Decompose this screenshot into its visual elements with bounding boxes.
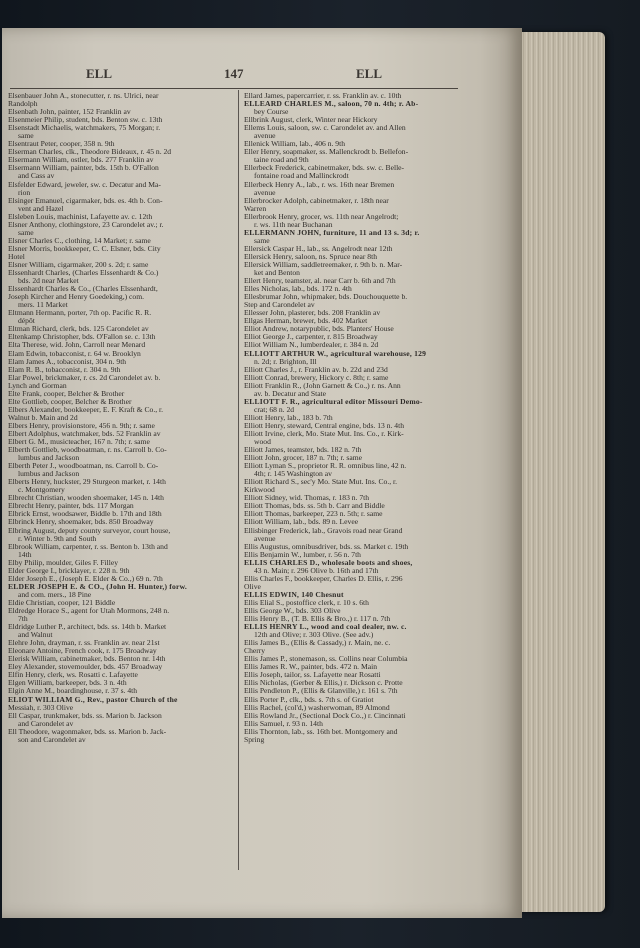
right-column-entry: Ellerbeck Henry A., lab., r. ws. 16th near Bremen [244, 180, 395, 189]
left-column-entry: 14th [18, 550, 32, 559]
right-column-entry: 12th and Olive; r. 303 Olive. (See adv.) [254, 631, 374, 640]
right-column-entry: Ellesser John, plasterer, bds. 208 Franklin av [244, 309, 381, 318]
right-column-entry: Elliott John, grocer, 187 n. 7th; r. same [244, 454, 363, 463]
left-column-entry: Elsermann William, painter, bds. 15th b. O'Fallon [8, 164, 159, 173]
left-column-entry: Elam R. B., tobacconist, r. 304 n. 9th [8, 365, 121, 374]
right-column-entry: Warren [244, 204, 267, 213]
right-column-entry: Elliott Irvine, clerk, Mo. State Mut. Ins. Co., r. Kirk- [244, 429, 404, 438]
right-column-entry: Ellis Joseph, tailor, ss. Lafayette near Rosatti [244, 671, 381, 680]
left-column-entry: Elte Frank, cooper, Belcher & Brother [8, 389, 125, 398]
left-column-entry: Elfin Henry, clerk, ws. Rosatti c. Lafayette [8, 671, 138, 680]
right-column-entry: Ellis Thornton, lab., ss. 16th bet. Montgomery and [244, 727, 398, 736]
right-column-entry: Elliott Richard S., sec'y Mo. State Mut. Ins. Co., r. [244, 478, 398, 487]
right-column-entry: crat; 68 n. 2d [254, 405, 295, 414]
left-column-entry: Elsner Morris, bookkeeper, C. C. Elsner, bds. City [8, 244, 161, 253]
right-column-entry: Elliott Franklin R., (John Garnett & Co.,) r. ns. Ann [244, 381, 401, 390]
right-column-entry: Ellerbrocker Adolph, cabinetmaker, r. 18th near [244, 196, 389, 205]
left-column-entry: son and Carondelet av [18, 735, 86, 744]
right-column-entry: Ellis Rowland Jr., (Sectional Dock Co.,) r. Cincinnati [244, 711, 406, 720]
right-column-entry: bey Course [254, 108, 289, 117]
left-column-entry: Eldredge Horace S., agent for Utah Mormons, 248 n. [8, 607, 170, 615]
right-column-entry: Elliott Thomas, bds. ss. 5th b. Carr and Biddle [244, 502, 385, 511]
left-column-entry: Elberth Peter J., woodboatman, ns. Carroll b. Co- [8, 462, 159, 471]
right-column-entry: wood [254, 438, 271, 447]
right-column-entry: Ellenick William, lab., 406 n. 9th [244, 140, 345, 149]
right-column-entry: ELLIS HENRY L., wood and coal dealer, nw. c. [244, 623, 407, 632]
left-column-entry: c. Montgomery [18, 486, 65, 495]
left-column-entry: Elbers Henry, provisionstore, 456 n. 9th; r. same [8, 421, 155, 430]
right-column-entry: Elliott William, lab., bds. 89 n. Levee [244, 518, 359, 527]
left-column-entry: Elsfelder Edward, jeweler, sw. c. Decatur and Ma- [8, 180, 161, 189]
left-column-entry: 7th [18, 615, 28, 624]
left-column-entry: Elsner William, cigarmaker, 200 s. 2d; r. same [8, 260, 149, 269]
right-column-entry: Elliot William N., lumberdealer, r. 384 n. 2d [244, 341, 379, 350]
right-column-entry: Ellesbrumar John, whipmaker, bds. Douchouquette b. [244, 293, 408, 302]
left-column-entry: rion [18, 188, 31, 197]
right-column-entry: Ellis Samuel, r. 93 n. 14th [244, 719, 323, 728]
left-column-entry: Eltenkamp Christopher, bds. O'Fallon se. c. 13th [8, 333, 156, 342]
right-column-entry: Elliott Sidney, wid. Thomas, r. 183 n. 7th [244, 494, 370, 503]
right-column-entry: Elliott Henry, steward, Central engine, bds. 13 n. 4th [244, 421, 404, 430]
left-column-entry: same [18, 132, 34, 141]
left-column-entry: and Cass av [18, 172, 55, 181]
left-column-entry: bds. 2d near Market [18, 277, 79, 286]
left-column-entry: Elssenhardt Charles & Co., (Charles Elssenhardt, [8, 285, 158, 294]
right-column-entry: Ellis Rachel, (col'd,) washerwoman, 89 Almond [244, 703, 390, 712]
left-column-entry: Elby Philip, moulder, Giles F. Filley [8, 558, 119, 567]
right-column-entry: avenue [254, 132, 276, 141]
left-column-entry: Elgen William, barkeeper, bds. 3 n. 4th [8, 679, 127, 688]
left-column-entry: Eltman Richard, clerk, bds. 125 Carondelet av [8, 325, 149, 334]
left-column-entry: Eldie Christian, cooper, 121 Biddle [8, 598, 116, 607]
right-column-entry: ELLIOTT F. R., agricultural editor Missouri Demo- [244, 397, 423, 406]
left-column-entry: and Walnut [18, 631, 53, 640]
right-column-entry: Ellis James B., (Ellis & Cassady,) r. Main, ne. c. [244, 639, 391, 648]
left-column-entry: Elbrecht Christian, wooden shoemaker, 145 n. 14th [8, 494, 164, 503]
right-column-entry: 43 n. Main; r. 296 Olive b. 16th and 17th [254, 566, 379, 575]
right-column-entry: Ellis Benjamin W., lumber, r. 56 n. 7th [244, 550, 361, 559]
left-column-entry: Elbrinck Henry, shoemaker, bds. 850 Broadway [8, 518, 154, 527]
right-column-entry: Ellis Augustus, omnibusdriver, bds. ss. Market c. 19th [244, 542, 409, 551]
right-column-entry: Ellerbrook Henry, grocer, ws. 11th near Angelrodt; [244, 212, 399, 221]
left-column-entry: Eltmann Hermann, porter, 7th op. Pacific R. R. [8, 309, 152, 318]
right-column-entry: Ellersick Caspar H., lab., ss. Angelrodt near 12th [244, 244, 393, 253]
page-header [2, 66, 522, 86]
left-column-entry: Elehre John, drayman, r. ss. Franklin av. near 21st [8, 639, 160, 648]
left-column-entry: same [18, 228, 34, 237]
header-left-word: ELL [86, 66, 113, 81]
left-column-entry: Elder George I., bricklayer, r. 228 n. 9th [8, 566, 130, 575]
left-column-entry: Elsenstadt Michaelis, watchmakers, 75 Morgan; r. [8, 124, 161, 133]
right-column-entry: Elliott Charles J., r. Franklin av. b. 22d and 23d [244, 365, 388, 374]
column-divider [238, 90, 239, 870]
right-column-entry: Elliott Thomas, barkeeper, 223 n. 5th; r. same [244, 510, 383, 519]
left-column-entry: Elbert Adolphus, watchmaker, bds. 52 Franklin av [8, 429, 161, 438]
left-column-entry: Elbring August, deputy county surveyor, court house, [8, 526, 171, 535]
left-column-entry: Ell Caspar, trunkmaker, bds. ss. Marion b. Jackson [8, 711, 162, 720]
right-column-entry: ELLIS CHARLES D., wholesale boots and shoes, [244, 558, 413, 567]
left-column-entry: Elsenmeier Philip, student, bds. Benton sw. c. 13th [8, 116, 163, 125]
left-column-entry: ELDER JOSEPH E. & CO., (John H. Hunter,) forw. [8, 582, 187, 591]
left-column-entry: Walnut b. Main and 2d [8, 413, 78, 422]
right-column [244, 92, 472, 744]
right-column-entry: 4th; r. 145 Washington av [254, 470, 332, 479]
header-right-word: ELL [356, 66, 383, 81]
left-column-entry: Elberts Henry, huckster, 29 Sturgeon market, r. 14th [8, 478, 166, 487]
right-column-entry: Eller Henry, soapmaker, ss. Mallenckrodt b. Bellefon- [244, 148, 409, 157]
right-column-entry: Cherry [244, 647, 266, 656]
right-column-entry: Ellis Henry B., (T. B. Ellis & Bro.,) r. 117 n. 7th [244, 615, 391, 624]
left-column-entry: Elerisk William, cabinetmaker, bds. Benton nr. 14th [8, 655, 166, 664]
right-column-entry: Ellis Pendleton P., (Ellis & Glanville,) r. 161 s. 7th [244, 687, 398, 696]
right-column-entry: Elliot George J., carpenter, r. 815 Broadway [244, 333, 378, 342]
left-column-entry: Eleonare Antoine, French cook, r. 175 Broadway [8, 647, 157, 656]
left-column-entry: Elder Joseph E., (Joseph E. Elder & Co.,) 69 n. 7th [8, 574, 163, 583]
left-column-entry: Elserman Charles, clk., Theodore Bideaux, r. 45 n. 2d [8, 148, 172, 157]
right-column-entry: Ellersick William, saddletreemaker, r. 9th b. n. Mar- [244, 260, 403, 269]
left-column-entry: Ell Theodore, wagonmaker, bds. ss. Marion b. Jack- [8, 727, 167, 736]
left-column-entry: Elbers Alexander, bookkeeper, E. F. Kraft & Co., r. [8, 405, 164, 414]
right-column-entry: Ellis James P., stonemason, ss. Collins near Columbia [244, 655, 408, 664]
left-column-entry: Lynch and Gorman [8, 381, 67, 390]
left-column-entry: Elam James A., tobacconist, 304 n. 9th [8, 357, 127, 366]
left-column-entry: dépôt [18, 317, 35, 326]
left-column-entry: Elta Therese, wid. John, Carroll near Menard [8, 341, 146, 350]
left-column-entry: Elar Powel, brickmaker, r. cs. 2d Carondelet av. b. [8, 373, 161, 382]
left-column-entry: lumbus and Jackson [18, 470, 80, 479]
right-column-entry: Olive [244, 582, 261, 591]
left-column-entry: Elbrick Ernst, woodsawer, Biddle b. 17th and 18th [8, 510, 162, 519]
right-column-entry: Ellbrink August, clerk, Winter near Hickory [244, 116, 378, 125]
right-column-entry: Ellis Porter P., clk., bds. s. 7th s. of Gratiot [244, 695, 374, 704]
left-column-entry: Messiah, r. 303 Olive [8, 703, 74, 712]
right-column-entry: Elliott James, teamster, bds. 182 n. 7th [244, 446, 362, 455]
right-column-entry: Ellis Elial S., postoffice clerk, r. 10 s. 6th [244, 598, 369, 607]
left-column-entry: Eley Alexander, stovemoulder, bds. 457 Broadway [8, 663, 163, 672]
right-column-entry: Ellgas Herman, brewer, bds. 402 Market [244, 317, 368, 326]
right-column-entry: Ellis Charles F., bookkeeper, Charles D. Ellis, r. 296 [244, 574, 403, 583]
left-column-entry: ELIOT WILLIAM G., Rev., pastor Church of the [8, 695, 178, 704]
right-column-entry: Elliott Henry, lab., 183 b. 7th [244, 413, 333, 422]
right-column-entry: avenue [254, 188, 276, 197]
right-column-entry: Ellems Louis, saloon, sw. c. Carondelet av. and Allen [244, 124, 406, 133]
right-column-entry: ELLIOTT ARTHUR W., agricultural warehouse, 129 [244, 349, 427, 358]
left-column-entry: Elsermann William, ostler, bds. 277 Franklin av [8, 156, 154, 165]
right-column-entry: av. b. Decatur and State [254, 389, 327, 398]
right-column-entry: Ellis James R. W., painter, bds. 472 n. Main [244, 663, 378, 672]
right-column-entry: Step and Carondelet av [244, 301, 315, 310]
right-column-entry: same [254, 236, 270, 245]
right-column-entry: Elliott Conrad, brewery, Hickory c. 8th; r. same [244, 373, 389, 382]
left-column [8, 92, 236, 744]
right-column-entry: r. ws. 11th near Buchanan [254, 220, 333, 229]
right-column-entry: Elles Nicholas, lab., bds. 172 n. 4th [244, 285, 352, 294]
right-column-entry: avenue [254, 534, 276, 543]
left-column-entry: Elssenhardt Charles, (Charles Elssenhardt & Co.) [8, 269, 159, 278]
right-column-entry: Ellersick Henry, saloon, ns. Spruce near 8th [244, 252, 377, 261]
left-column-entry: vent and Hazel [18, 204, 64, 213]
left-column-entry: and com. mers., 18 Pine [18, 590, 92, 599]
left-column-entry: Elsner Charles C., clothing, 14 Market; r. same [8, 236, 151, 245]
right-column-entry: taine road and 9th [254, 156, 309, 165]
right-column-entry: Elliott Lyman S., proprietor R. R. omnibus line, 42 n. [244, 462, 407, 471]
left-column-entry: Elbrook William, carpenter, r. ss. Benton b. 13th and [8, 542, 168, 551]
left-column-entry: r. Winter b. 9th and South [18, 534, 97, 543]
left-column-entry: Elberth Gottlieb, woodboatman, r. ns. Carroll b. Co- [8, 446, 167, 455]
left-column-entry: Elsleben Louis, machinist, Lafayette av. c. 12th [8, 212, 153, 221]
left-column-entry: Elsentraut Peter, cooper, 358 n. 9th [8, 140, 115, 149]
directory-page [2, 28, 522, 918]
right-column-entry: ELLEARD CHARLES M., saloon, 70 n. 4th; r. Ab- [244, 100, 419, 109]
left-column-entry: and Carondelet av [18, 719, 74, 728]
header-rule [10, 88, 458, 89]
left-column-entry: Elte Gottlieb, cooper, Belcher & Brother [8, 397, 132, 406]
left-column-entry: Elbert G. M., musicteacher, 167 n. 7th; r. same [8, 438, 150, 447]
left-column-entry: mers. 11 Market [18, 301, 68, 310]
right-column-entry: Ellard James, papercarrier, r. ss. Franklin av. c. 10th [244, 92, 402, 100]
right-column-entry: Ellis George W., bds. 303 Olive [244, 607, 341, 615]
left-column-entry: Elbrecht Henry, painter, bds. 117 Morgan [8, 502, 134, 511]
page-number: 147 [224, 66, 244, 81]
right-column-entry: ket and Benton [254, 269, 300, 278]
right-column-entry: Ellis Nicholas, (Gerber & Ellis,) r. Dickson c. Protte [244, 679, 403, 688]
left-column-entry: Elam Edwin, tobacconist, r. 64 w. Brooklyn [8, 349, 141, 358]
right-column-entry: n. 2d; r. Brighton, Ill [254, 357, 317, 366]
left-column-entry: Elsinger Emanuel, cigarmaker, bds. es. 4th b. Con- [8, 196, 163, 205]
left-column-entry: Hotel [8, 252, 25, 261]
right-column-entry: Ellerbeck Frederick, cabinetmaker, bds. sw. c. Belle- [244, 164, 405, 173]
left-column-entry: Elsner Anthony, clothingstore, 23 Carondelet av.; r. [8, 220, 164, 229]
right-column-entry: Ellert Henry, teamster, al. near Carr b. 6th and 7th [244, 277, 396, 286]
left-column-entry: Elsenbath John, painter, 152 Franklin av [8, 108, 131, 117]
left-column-entry: Randolph [8, 100, 38, 109]
right-column-entry: fontaine road and Mallinckrodt [254, 172, 349, 181]
right-column-entry: ELLERMANN JOHN, furniture, 11 and 13 s. 3d; r. [244, 228, 420, 237]
right-column-entry: ELLIS EDWIN, 140 Chesnut [244, 590, 344, 599]
left-column-entry: Eldridge Luther P., architect, bds. ss. 14th b. Market [8, 623, 167, 632]
right-column-entry: Spring [244, 735, 265, 744]
right-column-entry: Kirkwood [244, 486, 275, 495]
left-column-entry: Joseph Kircher and Henry Goedeking,) com. [8, 293, 145, 302]
right-column-entry: Ellisbinger Frederick, lab., Gravois road near Grand [244, 526, 403, 535]
left-column-entry: lumbus and Jackson [18, 454, 80, 463]
left-column-entry: Elsenbauer John A., stonecutter, r. ns. Ulrici, near [8, 92, 159, 100]
left-column-entry: Elgin Anne M., boardinghouse, r. 37 s. 4th [8, 687, 138, 696]
right-column-entry: Elliot Andrew, notarypublic, bds. Planters' House [244, 325, 394, 334]
